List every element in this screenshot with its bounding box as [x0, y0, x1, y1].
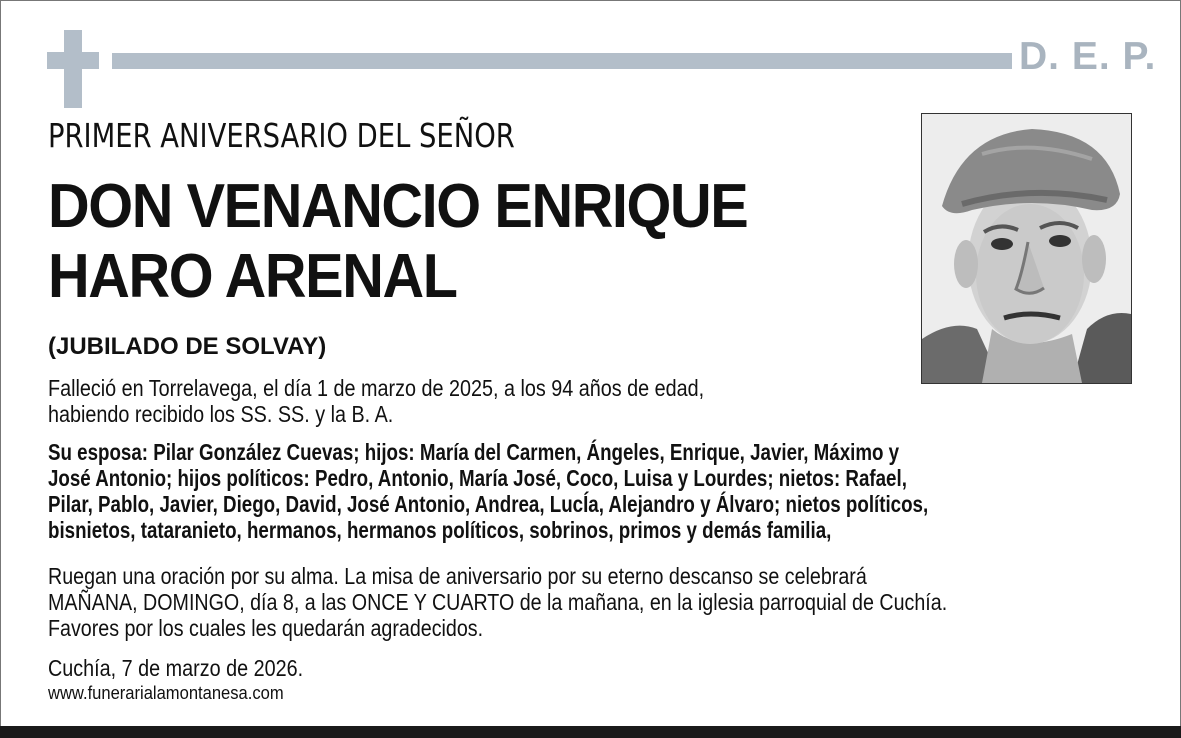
website-link[interactable]: www.funerarialamontanesa.com — [48, 683, 284, 703]
death-statement — [48, 375, 704, 427]
portrait-photo — [921, 113, 1132, 384]
family-line: bisnietos, tataranieto, hermanos, hermanos políticos, sobrinos, primos y demás familia, — [48, 517, 832, 543]
cross-horizontal-bar — [47, 52, 99, 69]
cross-vertical-bar — [64, 30, 82, 108]
dep-label: D. E. P. — [1019, 35, 1157, 78]
header-rule — [112, 53, 1012, 69]
deceased-name-line-1: DON VENANCIO ENRIQUE — [48, 172, 748, 241]
family-line: Su esposa: Pilar González Cuevas; hijos: María del Carmen, Ángeles, Enrique, Javier, Máximo y — [48, 439, 900, 465]
deceased-name-line-2: HARO ARENAL — [48, 242, 457, 311]
mass-line: Ruegan una oración por su alma. La misa de aniversario por su eterno descanso se celebrará — [48, 563, 867, 589]
deceased-name — [48, 172, 747, 312]
family-list — [48, 439, 928, 543]
mass-line: MAÑANA, DOMINGO, día 8, a las ONCE Y CUARTO de la mañana, en la iglesia parroquial de Cuchía. — [48, 589, 948, 615]
death-line: habiendo recibido los SS. SS. y la B. A. — [48, 401, 394, 427]
death-line: Falleció en Torrelavega, el día 1 de marzo de 2025, a los 94 años de edad, — [48, 375, 705, 401]
notice-subtitle: PRIMER ANIVERSARIO DEL SEÑOR — [48, 116, 515, 155]
family-line: Pilar, Pablo, Javier, Diego, David, José Antonio, Andrea, LucÍa, Alejandro y Álvaro; nietos políticos, — [48, 491, 929, 517]
place-date: Cuchía, 7 de marzo de 2026. — [48, 655, 304, 681]
mass-line: Favores por los cuales les quedarán agradecidos. — [48, 615, 484, 641]
bottom-bar — [0, 726, 1181, 738]
occupation: (JUBILADO DE SOLVAY) — [48, 333, 327, 360]
family-line: José Antonio; hijos políticos: Pedro, Antonio, María José, Coco, Luisa y Lourdes; nietos: Rafael, — [48, 465, 907, 491]
mass-announcement — [48, 563, 947, 641]
